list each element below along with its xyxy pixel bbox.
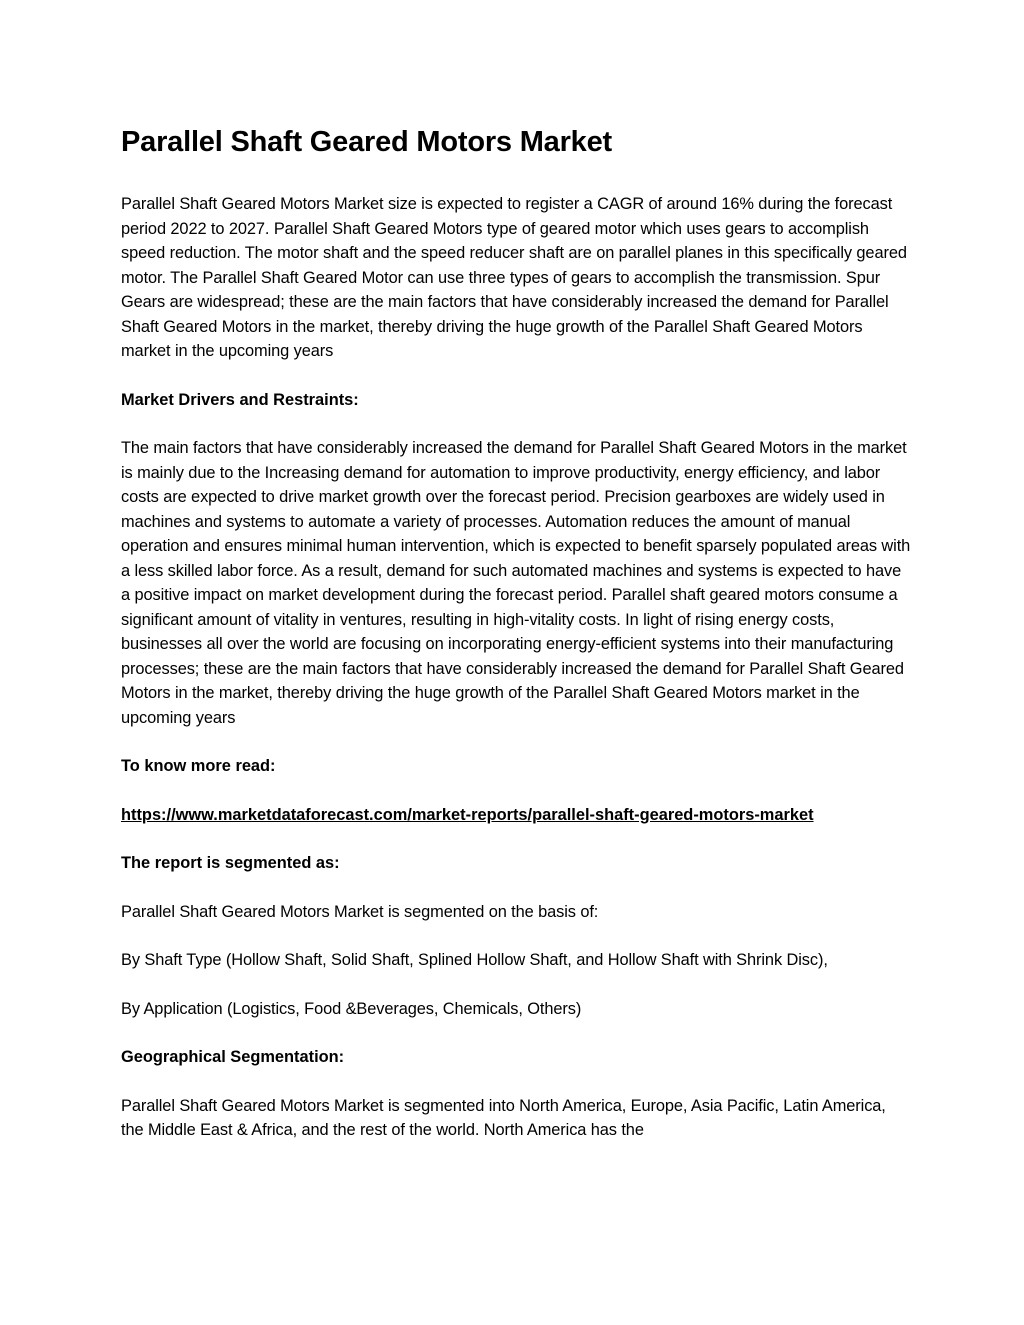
segmented-heading: The report is segmented as:	[121, 854, 340, 872]
geo-heading: Geographical Segmentation:	[121, 1048, 345, 1066]
page-title: Parallel Shaft Geared Motors Market	[121, 126, 612, 158]
segment-shaft-type: By Shaft Type (Hollow Shaft, Solid Shaft, Splined Hollow Shaft, and Hollow Shaft with Shrink Disc),	[121, 951, 828, 969]
document-page	[121, 118, 911, 1167]
drivers-paragraph: The main factors that have considerably increased the demand for Parallel Shaft Geared Motors in the market is mainly due to the Increasing demand for automation to improve productivity, energy efficiency, and labor costs are expected to drive market growth over the forecast period. Precision gearboxes are widely used in machines and systems to automate a variety of processes. Automation reduces the amount of manual operation and ensures minimal human intervention, which is expected to benefit sparsely populated areas with a less skilled labor force. As a result, demand for such automated machines and systems is expected to have a positive impact on market development during the forecast period. Parallel shaft geared motors consume a significant amount of vitality in ventures, resulting in high-vitality costs. In light of rising energy costs, businesses all over the world are focusing on incorporating energy-efficient systems into their manufacturing processes; these are the main factors that have considerably increased the demand for Parallel Shaft Geared Motors in the market, thereby driving the huge growth of the Parallel Shaft Geared Motors market in the upcoming years	[121, 439, 911, 727]
report-link[interactable]: https://www.marketdataforecast.com/market-reports/parallel-shaft-geared-motors-market	[121, 805, 814, 824]
drivers-heading: Market Drivers and Restraints:	[121, 390, 359, 409]
geo-paragraph: Parallel Shaft Geared Motors Market is segmented into North America, Europe, Asia Pacific, Latin America, the Middle East & Africa, and the rest of the world. North America has the	[121, 1096, 886, 1139]
read-more-heading: To know more read:	[121, 757, 276, 775]
intro-paragraph: Parallel Shaft Geared Motors Market size is expected to register a CAGR of around 16% during the forecast period 2022 to 2027. Parallel Shaft Geared Motors type of geared motor which uses gears to accomplish speed reduction. The motor shaft and the speed reducer shaft are on parallel planes in this specifically geared motor. The Parallel Shaft Geared Motor can use three types of gears to accomplish the transmission. Spur Gears are widespread; these are the main factors that have considerably increased the demand for Parallel Shaft Geared Motors in the market, thereby driving the huge growth of the Parallel Shaft Geared Motors market in the upcoming years	[121, 195, 907, 360]
segmented-intro: Parallel Shaft Geared Motors Market is segmented on the basis of:	[121, 902, 599, 921]
read-more-link-wrap	[121, 803, 911, 852]
segment-application: By Application (Logistics, Food &Beverages, Chemicals, Others)	[121, 999, 582, 1018]
